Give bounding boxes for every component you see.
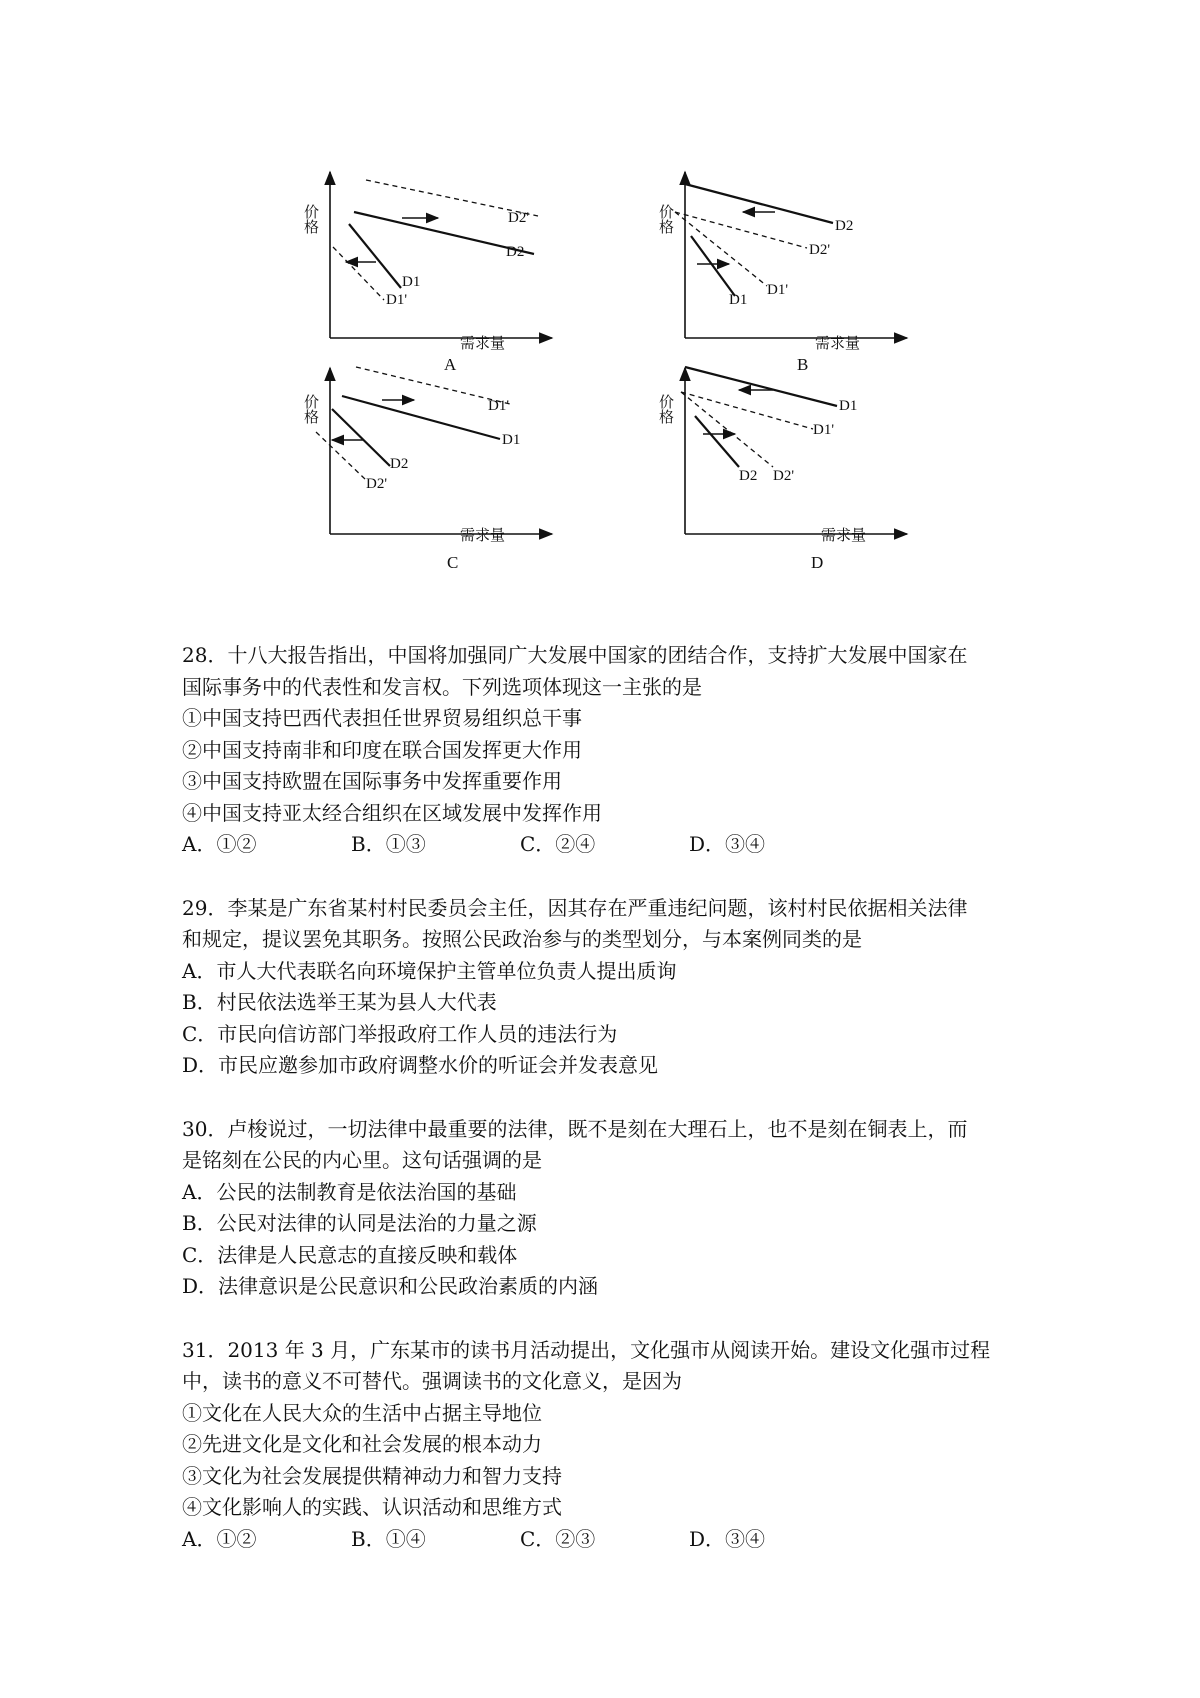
answer-option-a: A．公民的法制教育是依法治国的基础 [182, 1179, 517, 1204]
demand-curve-graph-c [300, 364, 560, 544]
graph-label-a: A [444, 355, 457, 374]
question-item: ③中国支持欧盟在国际事务中发挥重要作用 [182, 769, 562, 793]
question-stem-line: 中，读书的意义不可替代。强调读书的文化意义，是因为 [182, 1369, 682, 1393]
curve-d2-prime [681, 392, 773, 467]
question-30 [182, 1114, 1042, 1303]
price-axis-label: 价格 [302, 394, 318, 424]
curve-d1 [342, 396, 500, 439]
curve-d1-prime [333, 247, 384, 300]
curve-d1 [349, 224, 401, 288]
question-stem-line: 国际事务中的代表性和发言权。下列选项体现这一主张的是 [182, 674, 702, 699]
price-axis-label: 价格 [657, 204, 673, 234]
question-stem-line: 29．李某是广东省某村村民委员会主任，因其存在严重违纪问题，该村村民依据相关法律 [182, 895, 968, 920]
curve-d1-prime [675, 212, 767, 286]
curve-label-d1: D1 [502, 432, 521, 448]
answer-option-c: C．②③ [520, 1526, 596, 1551]
question-item: ②中国支持南非和印度在联合国发挥更大作用 [182, 737, 582, 762]
question-29 [182, 893, 1042, 1082]
question-stem-line: 是铭刻在公民的内心里。这句话强调的是 [182, 1148, 542, 1172]
answer-option-c: C．法律是人民意志的直接反映和载体 [182, 1242, 518, 1267]
curve-label-d1-prime: D1' [386, 292, 408, 308]
graph-label-d: D [811, 553, 824, 572]
curve-d2 [695, 416, 739, 467]
curve-label-d2-prime: D2' [366, 476, 388, 492]
answer-option-d: D．③④ [689, 832, 766, 856]
curve-label-d1-prime: D1' [488, 398, 510, 414]
curve-d1-prime [356, 367, 510, 404]
question-item: ②先进文化是文化和社会发展的根本动力 [182, 1432, 542, 1456]
graph-label-b: B [797, 355, 809, 374]
curve-label-d1-prime: D1' [813, 422, 835, 438]
curve-label-d2: D2 [506, 244, 525, 260]
graph-panel-b [655, 168, 915, 352]
curve-label-d1: D1 [839, 398, 858, 414]
question-item: ④文化影响人的实践、认识活动和思维方式 [182, 1495, 562, 1519]
answer-option-d: D．法律意识是公民意识和公民政治素质的内涵 [182, 1274, 599, 1298]
question-31 [182, 1335, 1042, 1556]
question-stem-line: 31．2013 年 3 月，广东某市的读书月活动提出，文化强市从阅读开始。建设文化强市过程 [182, 1337, 991, 1362]
graph-panel-d [655, 364, 915, 544]
graph-panel-a [300, 168, 560, 352]
answer-option-a: A．①② [182, 1526, 257, 1551]
question-item: ④中国支持亚太经合组织在区域发展中发挥作用 [182, 800, 602, 825]
quantity-axis-label: 需求量 [815, 336, 861, 352]
curve-label-d2-prime: D2' [773, 468, 795, 484]
question-item: ①中国支持巴西代表担任世界贸易组织总干事 [182, 706, 582, 730]
curve-label-d2-prime: D2' [508, 210, 530, 226]
question-item: ①文化在人民大众的生活中占据主导地位 [182, 1400, 542, 1425]
question-stem-line: 28．十八大报告指出，中国将加强同广大发展中国家的团结合作，支持扩大发展中国家在 [182, 643, 968, 667]
answer-option-b: B．村民依法选举王某为县人大代表 [182, 990, 497, 1014]
graph-label-c: C [447, 553, 459, 572]
question-item: ③文化为社会发展提供精神动力和智力支持 [182, 1463, 562, 1488]
question-stem-line: 和规定，提议罢免其职务。按照公民政治参与的类型划分，与本案例同类的是 [182, 927, 862, 951]
curve-label-d2: D2 [835, 218, 854, 234]
answer-option-b: B．①③ [351, 832, 426, 856]
curve-d2 [332, 409, 390, 466]
price-axis-label: 价格 [657, 394, 673, 424]
answer-option-b: B．公民对法律的认同是法治的力量之源 [182, 1211, 537, 1235]
answer-option-b: B．①④ [351, 1526, 426, 1551]
answer-options [182, 1524, 1042, 1556]
curve-d2-prime [316, 432, 366, 480]
quantity-axis-label: 需求量 [460, 336, 506, 352]
answer-option-d: D．市民应邀参加市政府调整水价的听证会并发表意见 [182, 1053, 659, 1077]
question-28 [182, 640, 1042, 861]
answer-option-c: C．②④ [520, 832, 596, 856]
curve-d1 [691, 236, 735, 296]
curve-label-d1: D1 [402, 274, 421, 290]
graph-panel-c [300, 364, 560, 544]
demand-curve-graph-d [655, 364, 915, 544]
curve-label-d1-prime: D1' [767, 282, 789, 298]
curve-label-d1: D1 [729, 292, 748, 308]
answer-option-d: D．③④ [689, 1526, 766, 1551]
question-stem-line: 30．卢梭说过，一切法律中最重要的法律，既不是刻在大理石上，也不是刻在铜表上，而 [182, 1116, 968, 1141]
curve-label-d2: D2 [390, 456, 409, 472]
answer-option-a: A．①② [182, 832, 257, 856]
answer-option-a: A．市人大代表联名向环境保护主管单位负责人提出质询 [182, 958, 677, 983]
answer-option-c: C．市民向信访部门举报政府工作人员的违法行为 [182, 1021, 618, 1046]
curve-label-d2-prime: D2' [809, 242, 831, 258]
question-list [182, 640, 1042, 1587]
price-axis-label: 价格 [302, 204, 318, 234]
curve-label-d2: D2 [739, 468, 758, 484]
demand-curve-graph-a [300, 168, 560, 352]
curve-d2 [685, 184, 833, 223]
demand-curve-graph-b [655, 168, 915, 352]
quantity-axis-label: 需求量 [821, 528, 867, 544]
quantity-axis-label: 需求量 [460, 528, 506, 544]
answer-options [182, 829, 1042, 861]
